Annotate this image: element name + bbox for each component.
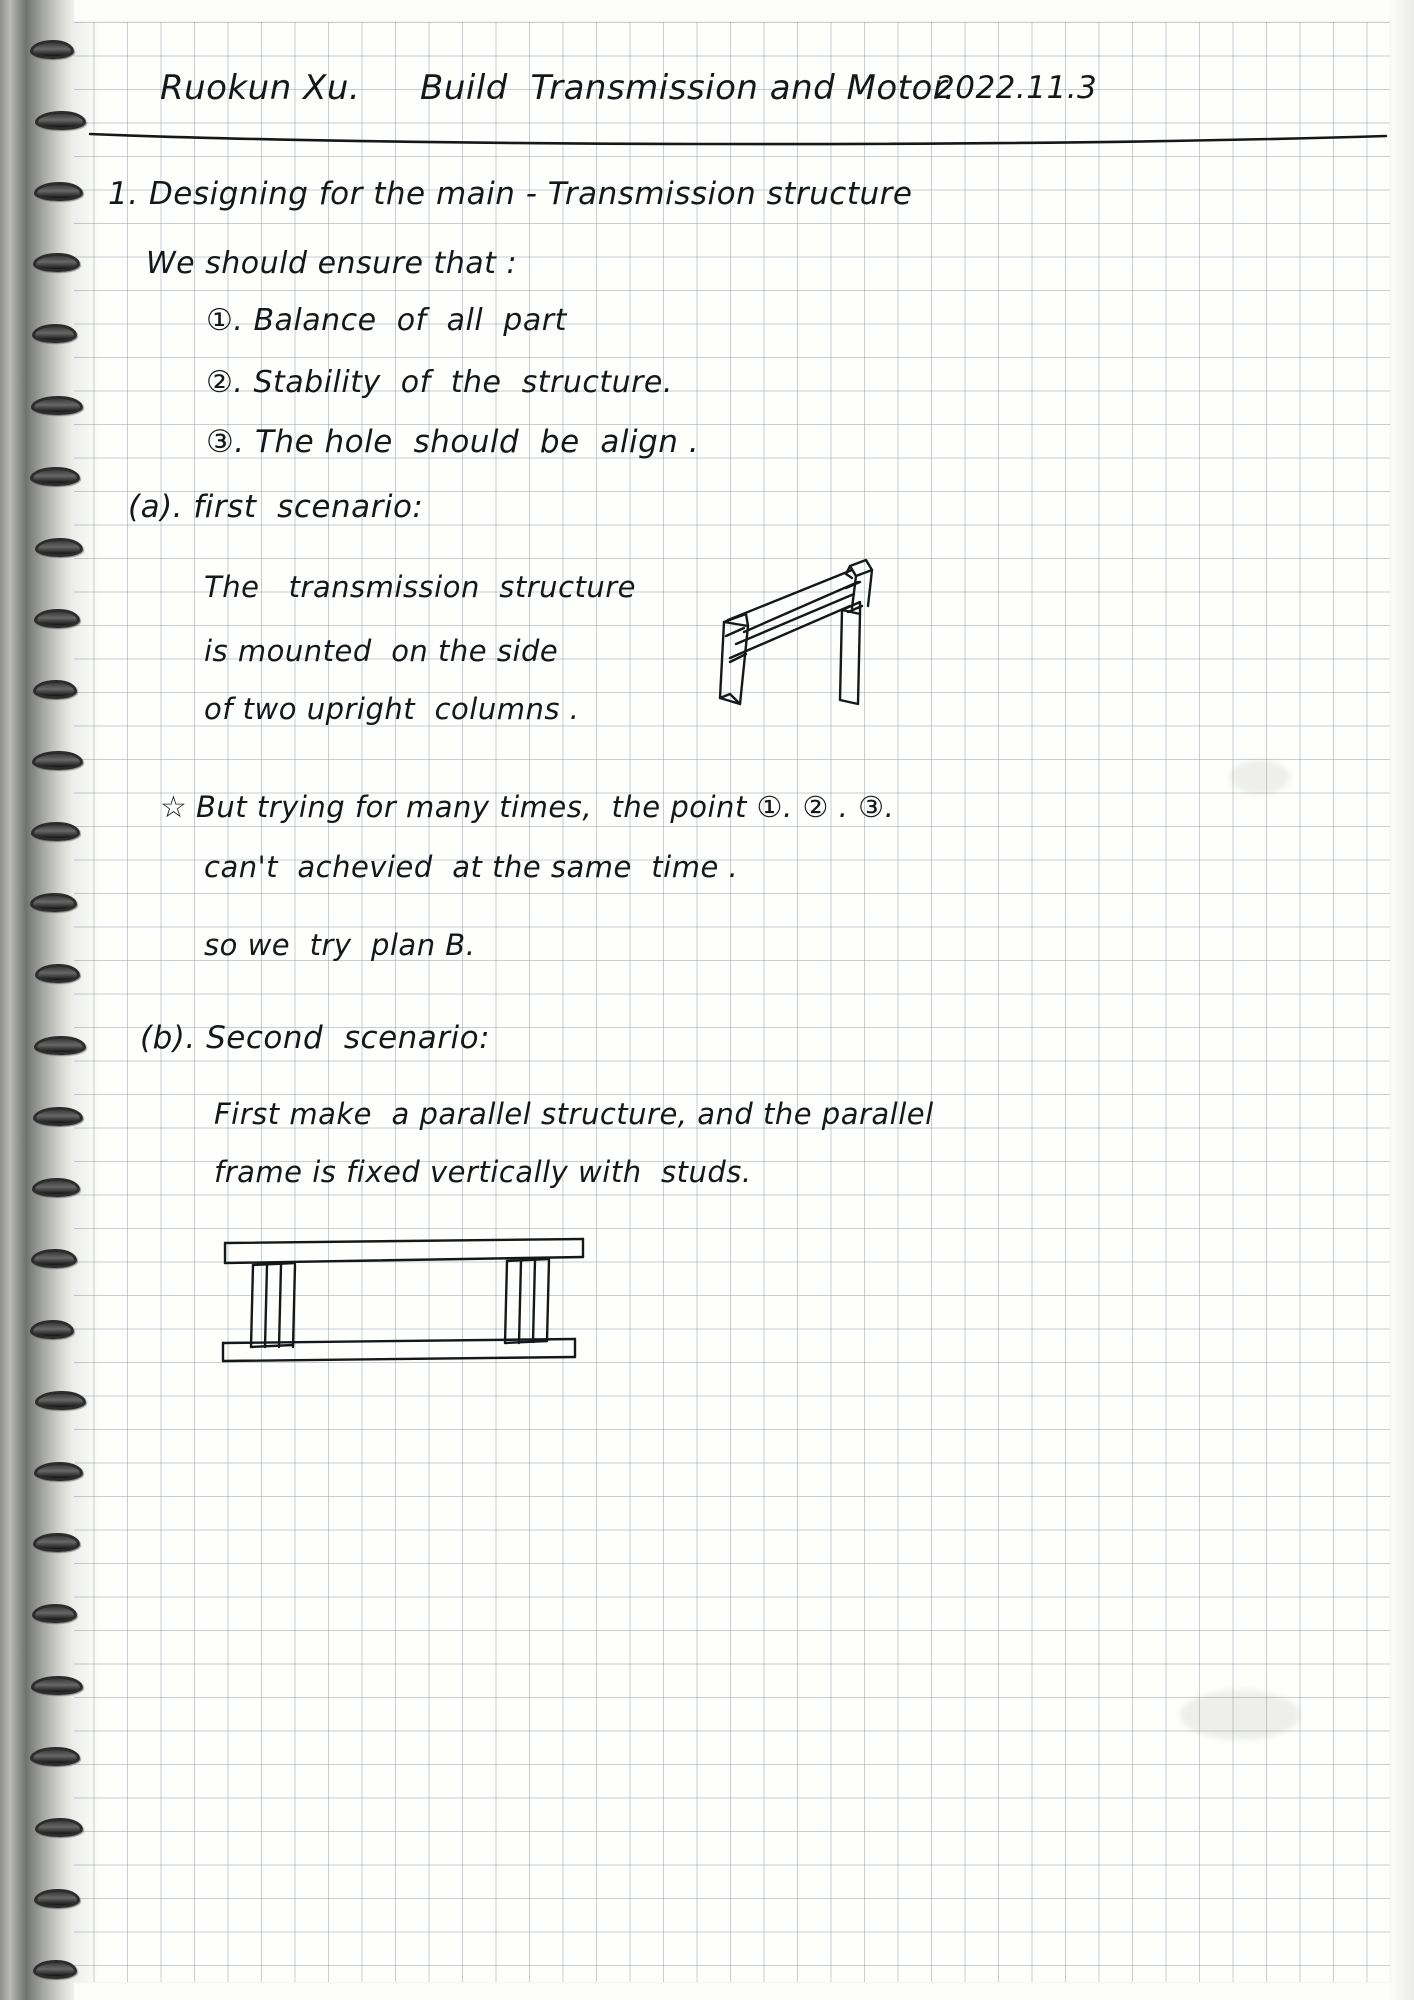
scenario-a-heading: (a). first scenario: [128, 489, 424, 525]
binding-ring [30, 893, 77, 912]
note-line-2: can't achevied at the same time . [204, 850, 739, 884]
binding-ring [33, 1960, 77, 1979]
scenario-a-line-1: The transmission structure [204, 570, 637, 604]
date-label: 2022.11.3 [935, 70, 1098, 106]
binding-ring [33, 1107, 83, 1126]
header-underline [88, 130, 1388, 133]
binding-ring [34, 182, 83, 201]
author-name: Ruokun Xu. [160, 68, 361, 108]
scenario-b-heading: (b). Second scenario: [140, 1020, 491, 1056]
binding-ring [30, 40, 74, 59]
note-line-1: But trying for many times, the point ①. ② . ③. [196, 790, 895, 824]
binding-ring [35, 1818, 83, 1837]
binding-ring [35, 964, 80, 983]
scenario-b-line-2: frame is fixed vertically with studs. [214, 1155, 752, 1189]
requirement-3: ③. The hole should be align . [206, 424, 700, 460]
binding-ring [34, 1462, 83, 1481]
binding-ring [32, 324, 77, 343]
page-right-shadow [1388, 0, 1414, 2000]
binding-ring [31, 396, 83, 415]
binding-ring [33, 253, 80, 272]
scenario-b-line-1: First make a parallel structure, and the parallel [214, 1097, 934, 1131]
binding-ring [33, 680, 77, 699]
scenario-a-line-2: is mounted on the side [204, 634, 559, 668]
page-title: Build Transmission and Motor. [420, 68, 956, 108]
binding-ring [31, 822, 80, 841]
spiral-binding [0, 0, 74, 2000]
binding-ring [33, 1533, 80, 1552]
scenario-a-line-3: of two upright columns . [204, 692, 580, 726]
binding-ring [32, 751, 83, 770]
binding-ring [30, 1320, 74, 1339]
binding-ring [34, 1036, 86, 1055]
binding-ring [31, 1676, 83, 1695]
scan-smudge [1180, 1690, 1300, 1740]
star-marker-icon: ☆ [160, 790, 188, 825]
scan-smudge [1230, 760, 1290, 794]
section-1-heading: 1. Designing for the main - Transmission structure [108, 176, 913, 212]
binding-ring [35, 538, 83, 557]
binding-ring [31, 1249, 77, 1268]
intro-line: We should ensure that : [146, 246, 518, 281]
binding-ring [32, 1178, 80, 1197]
binding-ring [34, 609, 80, 628]
requirement-1: ①. Balance of all part [206, 303, 567, 338]
binding-ring [34, 1889, 80, 1908]
parallel-frame-sketch [215, 1235, 615, 1395]
requirement-2: ②. Stability of the structure. [206, 365, 673, 400]
binding-ring [35, 1391, 86, 1410]
binding-ring [35, 111, 86, 130]
binding-ring [30, 467, 80, 486]
binding-ring [32, 1604, 77, 1623]
side-mounted-transmission-sketch [700, 548, 930, 748]
note-line-3: so we try plan B. [204, 928, 476, 962]
binding-ring [30, 1747, 80, 1766]
